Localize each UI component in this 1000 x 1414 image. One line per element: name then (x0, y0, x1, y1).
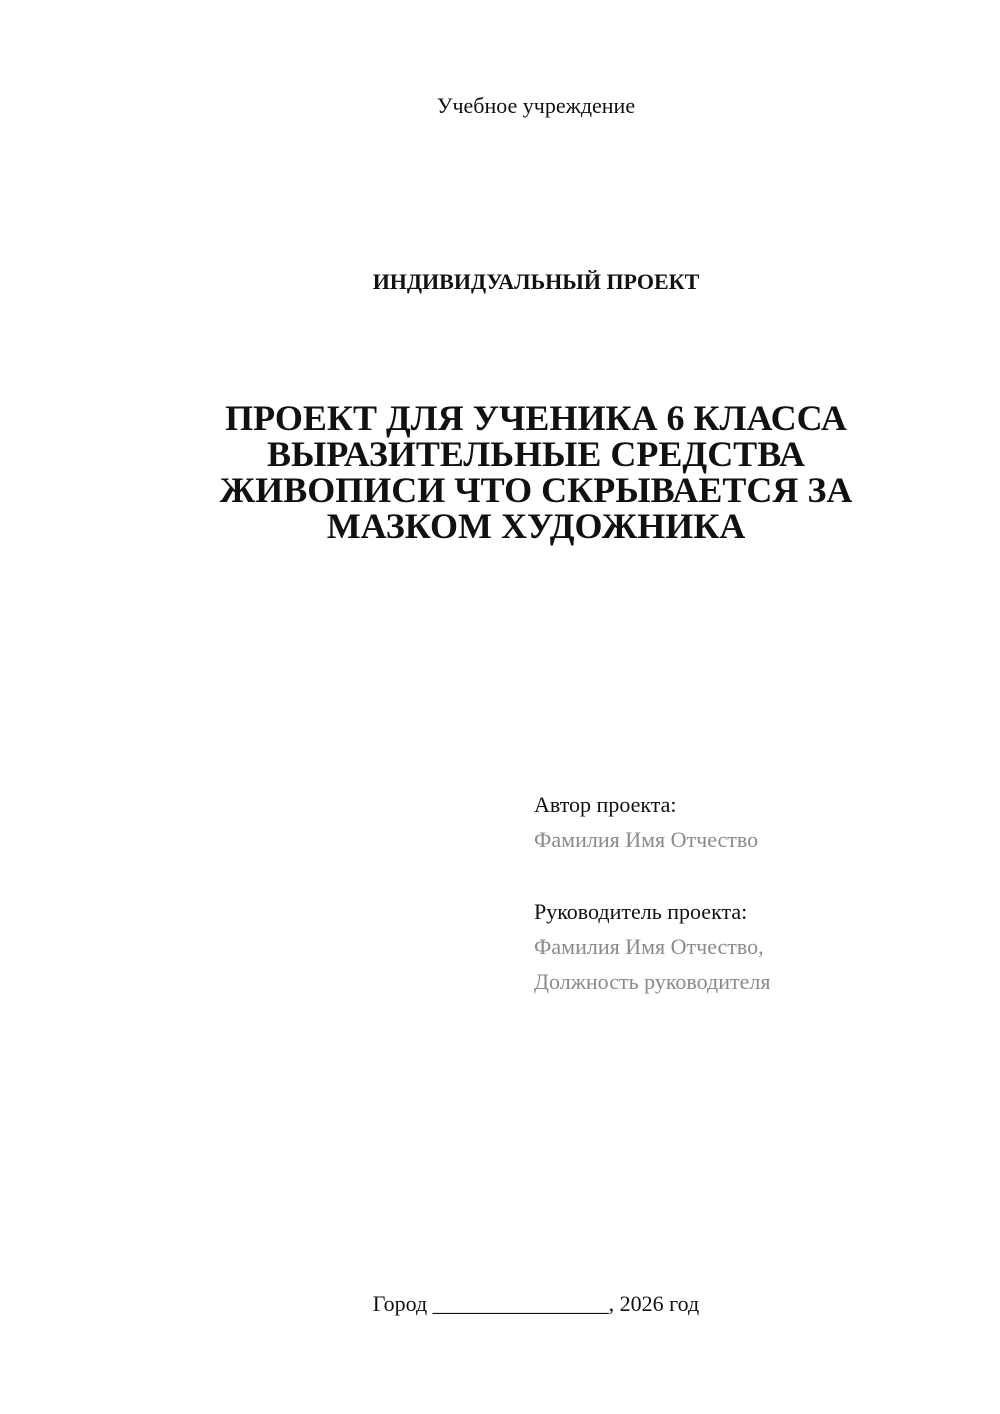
credits-spacer (534, 857, 974, 894)
author-name-placeholder: Фамилия Имя Отчество (534, 827, 759, 852)
project-title-line-4: МАЗКОМ ХУДОЖНИКА (326, 506, 746, 546)
supervisor-label: Руководитель проекта: (534, 899, 748, 924)
author-label: Автор проекта: (534, 792, 677, 817)
project-kind-heading: ИНДИВИДУАЛЬНЫЙ ПРОЕКТ (372, 269, 700, 294)
city-year-footer: Город ________________, 2026 год (372, 1291, 700, 1316)
institution-name: Учебное учреждение (436, 93, 636, 118)
credits-block (534, 787, 974, 999)
project-title-line-1: ПРОЕКТ ДЛЯ УЧЕНИКА 6 КЛАССА (225, 398, 847, 438)
project-title-line-3: ЖИВОПИСИ ЧТО СКРЫВАЕТСЯ ЗА (219, 470, 853, 510)
project-title (180, 400, 892, 544)
supervisor-name-placeholder: Фамилия Имя Отчество, (534, 934, 764, 959)
project-title-line-2: ВЫРАЗИТЕЛЬНЫЕ СРЕДСТВА (267, 434, 805, 474)
supervisor-position-placeholder: Должность руководителя (534, 969, 771, 994)
